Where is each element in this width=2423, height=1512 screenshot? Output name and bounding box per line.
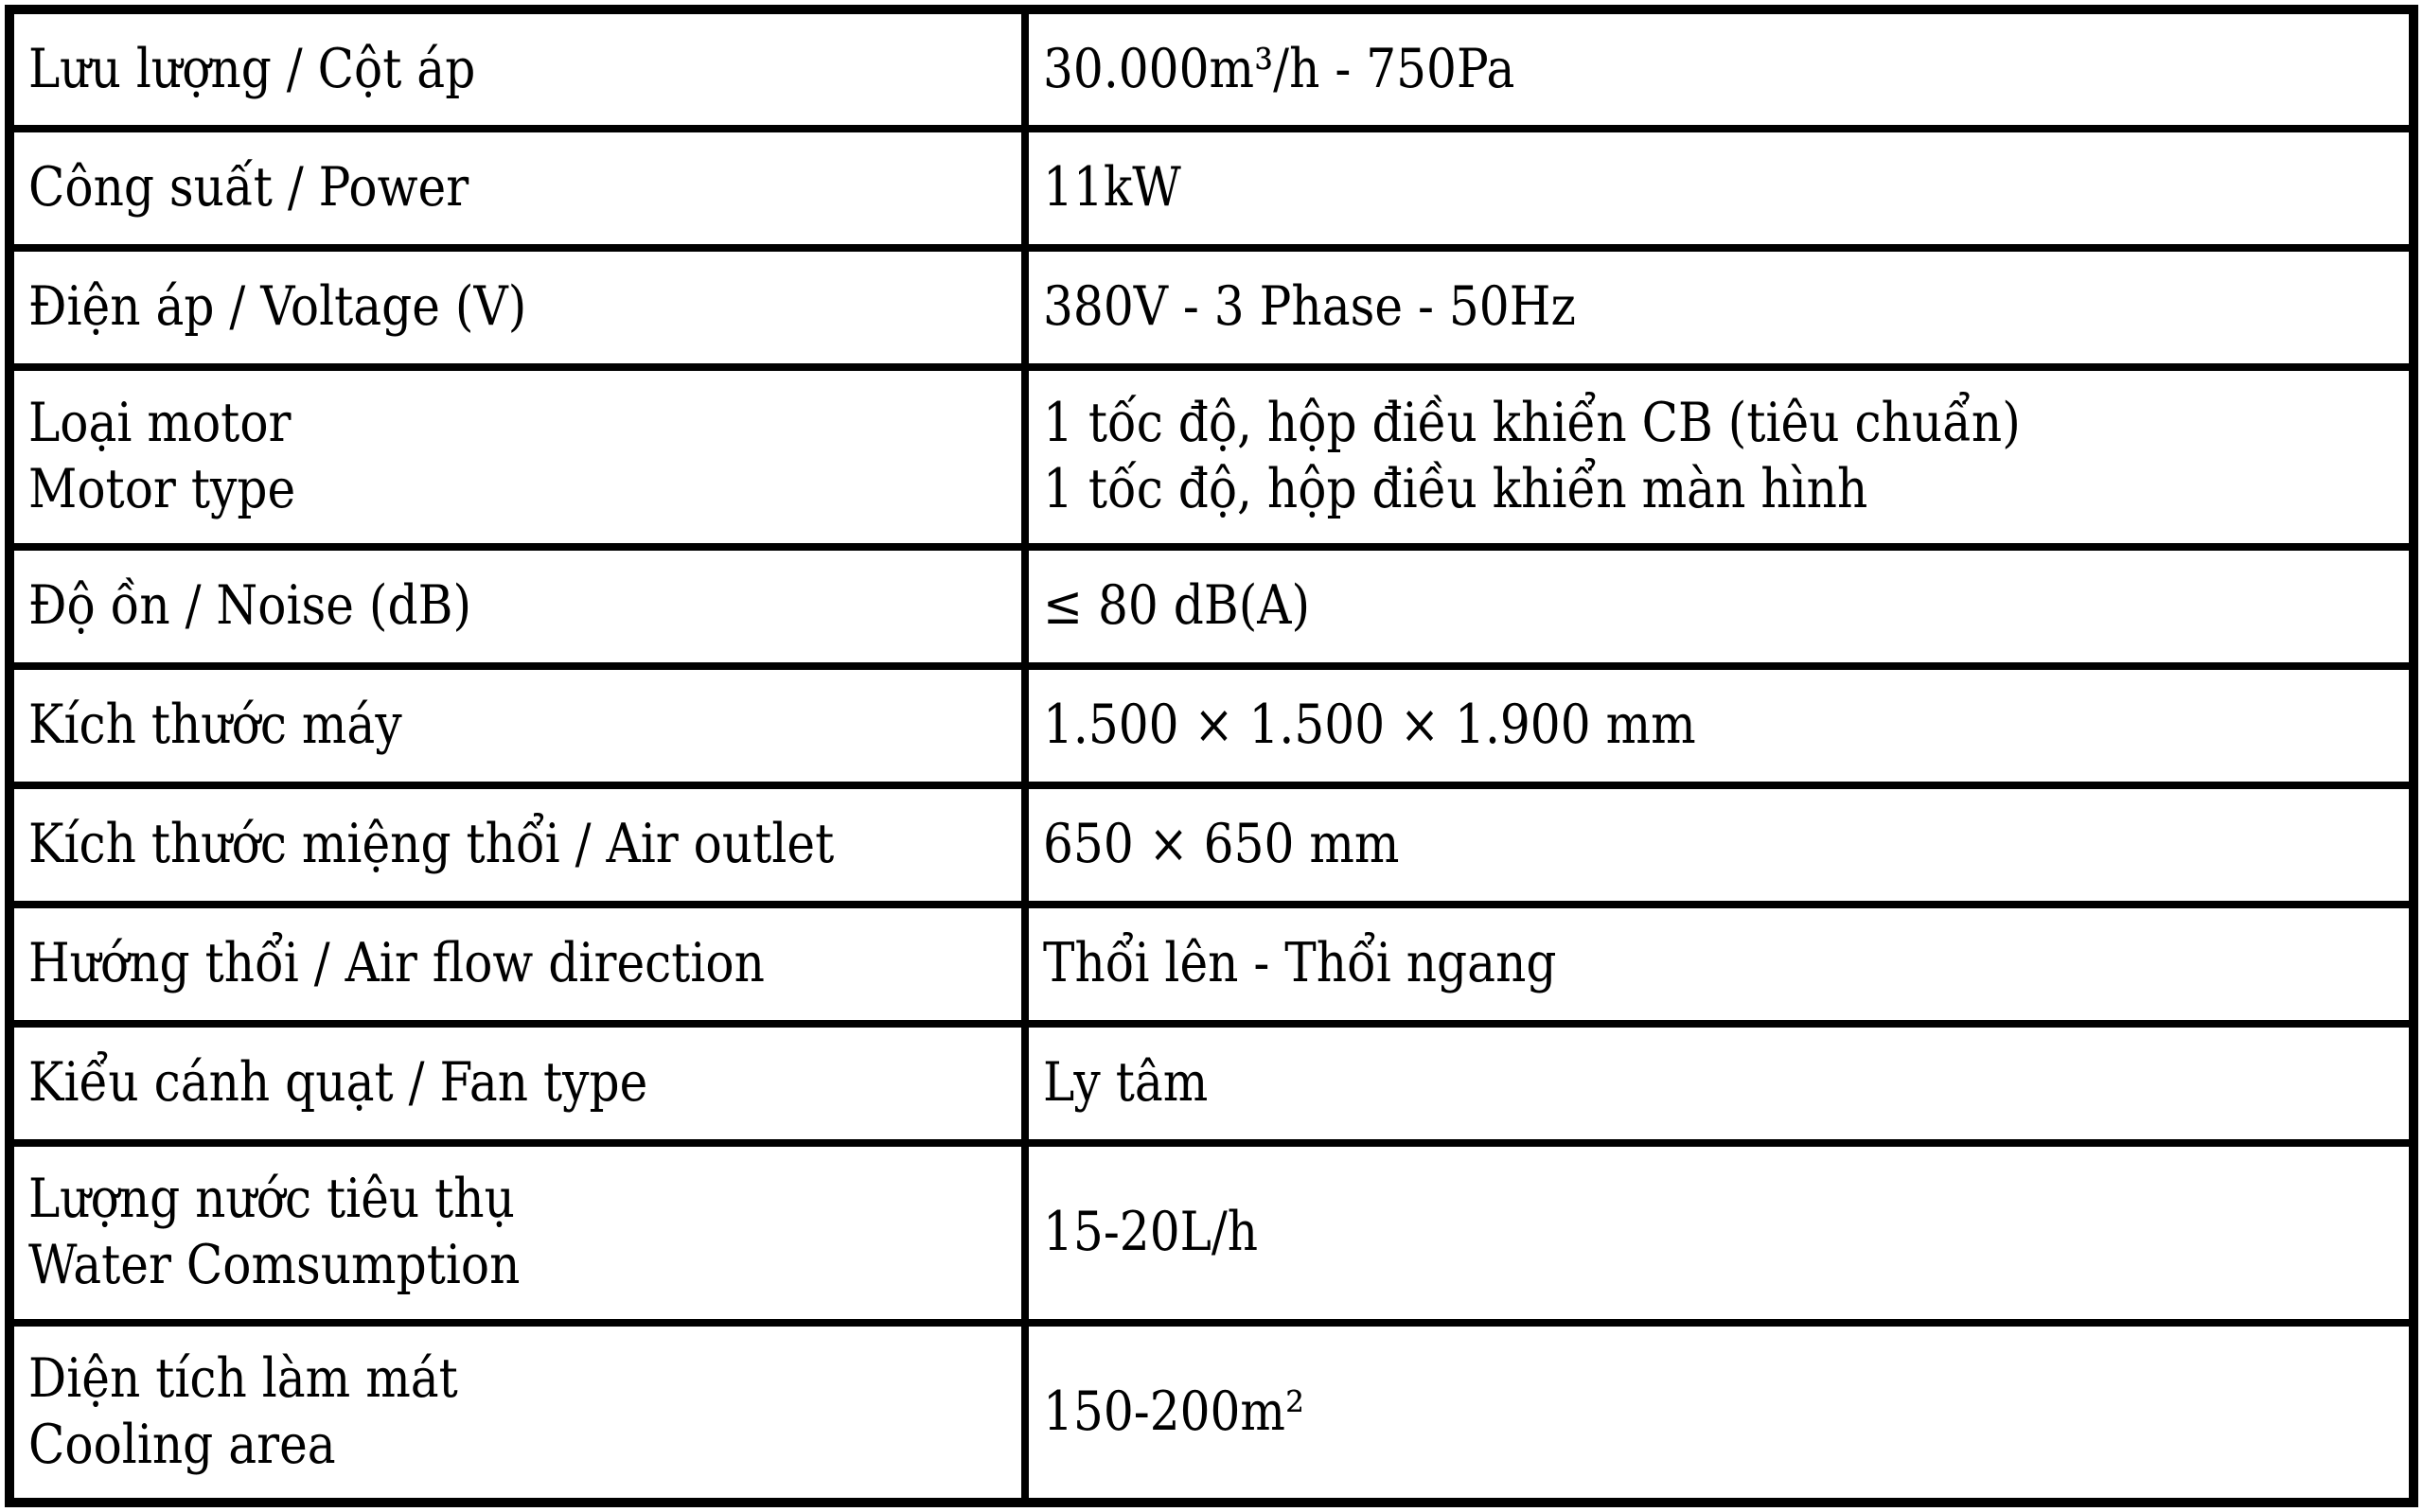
spec-value-cell	[1025, 9, 2414, 129]
spec-label: Độ ồn / Noise (dB)	[28, 574, 472, 638]
spec-label: Diện tích làm mát	[28, 1346, 458, 1410]
spec-label-cell	[9, 905, 1025, 1024]
spec-label: Loại motor	[28, 392, 292, 455]
spec-label-cell	[9, 1024, 1025, 1143]
spec-value-cell	[1025, 248, 2414, 367]
table-row-flow-pressure	[9, 9, 2414, 129]
spec-label-line2: Motor type	[28, 458, 296, 520]
spec-label: Kích thước máy	[28, 694, 402, 757]
spec-label-cell	[9, 9, 1025, 129]
spec-value-cell	[1025, 1143, 2414, 1323]
spec-label-cell	[9, 785, 1025, 905]
table-row-power	[9, 129, 2414, 248]
spec-value: 1.500 × 1.500 × 1.900 mm	[1043, 694, 1696, 757]
spec-label-cell	[9, 129, 1025, 248]
spec-label-cell	[9, 666, 1025, 785]
spec-label: Kiểu cánh quạt / Fan type	[28, 1051, 648, 1115]
table-row-airflow-direction	[9, 905, 2414, 1024]
table-row-machine-size	[9, 666, 2414, 785]
spec-value-cell	[1025, 129, 2414, 248]
spec-value-cell	[1025, 785, 2414, 905]
spec-value: Thổi lên - Thổi ngang	[1043, 932, 1557, 995]
spec-label-cell	[9, 248, 1025, 367]
spec-value: 30.000m³/h - 750Pa	[1043, 37, 1515, 100]
spec-value: Ly tâm	[1043, 1051, 1209, 1115]
spec-label: Điện áp / Voltage (V)	[28, 275, 527, 339]
spec-value-cell	[1025, 666, 2414, 785]
spec-value: 150-200m²	[1043, 1380, 1305, 1443]
spec-value-line2: 1 tốc độ, hộp điều khiển màn hình	[1043, 458, 1868, 520]
spec-value: 1 tốc độ, hộp điều khiển CB (tiêu chuẩn)	[1043, 392, 2021, 455]
table-row-water-consumption	[9, 1143, 2414, 1323]
spec-label-cell	[9, 367, 1025, 547]
table-row-noise	[9, 547, 2414, 666]
spec-label-cell	[9, 547, 1025, 666]
spec-label: Hướng thổi / Air flow direction	[28, 932, 765, 995]
spec-value-cell	[1025, 547, 2414, 666]
table-row-motor-type	[9, 367, 2414, 547]
spec-value: 650 × 650 mm	[1043, 813, 1400, 876]
spec-value: 380V - 3 Phase - 50Hz	[1043, 275, 1576, 339]
table-row-cooling-area	[9, 1323, 2414, 1503]
table-row-fan-type	[9, 1024, 2414, 1143]
spec-table	[5, 5, 2418, 1507]
spec-label-cell	[9, 1143, 1025, 1323]
spec-label-line2: Cooling area	[28, 1413, 336, 1476]
spec-label-cell	[9, 1323, 1025, 1503]
spec-label: Công suất / Power	[28, 156, 469, 220]
spec-label: Lượng nước tiêu thụ	[28, 1168, 515, 1231]
spec-value-cell	[1025, 1024, 2414, 1143]
spec-label-line2: Water Comsumption	[28, 1234, 521, 1296]
table-row-air-outlet	[9, 785, 2414, 905]
table-row-voltage	[9, 248, 2414, 367]
spec-label: Kích thước miệng thổi / Air outlet	[28, 813, 835, 876]
spec-value-cell	[1025, 1323, 2414, 1503]
spec-value-cell	[1025, 367, 2414, 547]
spec-value: 15-20L/h	[1043, 1201, 1259, 1264]
spec-value: 11kW	[1043, 156, 1181, 220]
spec-value-cell	[1025, 905, 2414, 1024]
spec-label: Lưu lượng / Cột áp	[28, 37, 476, 100]
spec-value: ≤ 80 dB(A)	[1043, 574, 1311, 638]
